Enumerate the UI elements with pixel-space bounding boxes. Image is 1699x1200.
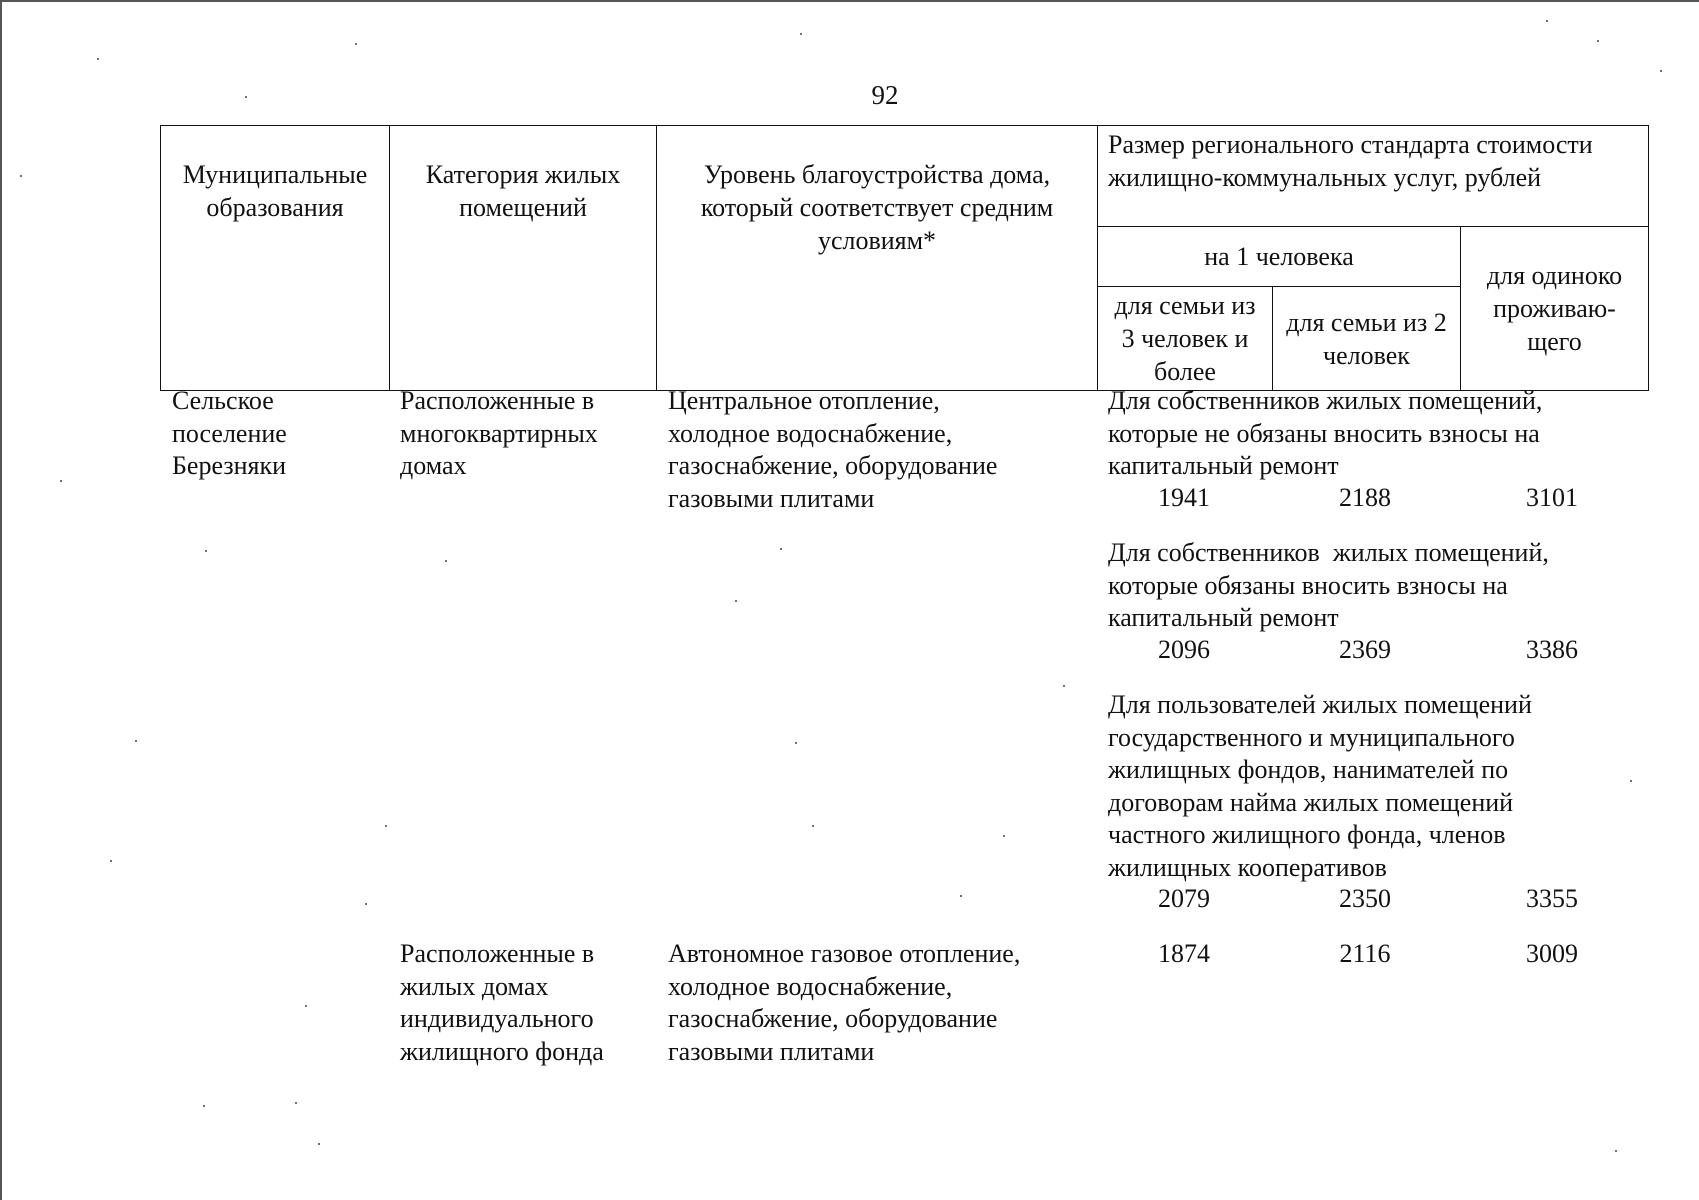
group-label-line: государственного и муниципального [1108,722,1515,752]
group-label-line: жилищных фондов, нанимателей по [1108,755,1509,784]
group-label [1108,385,1542,483]
scan-speck [355,43,357,45]
scan-speck [305,1005,307,1007]
scan-speck [800,33,802,35]
comfort-line: газовыми плитами [668,483,875,513]
comfort-line: Центральное отопление, [668,386,940,415]
scan-speck [365,903,367,905]
scan-speck [135,740,137,742]
header-municipal: Муниципальные образования [161,126,390,391]
header-family-2: для семьи из 2 человек [1273,287,1461,391]
category-cell [400,938,604,1068]
group-label-line: капитальный ремонт [1108,451,1339,480]
scan-edge-top [0,0,1699,2]
municipality-line: поселение [172,418,287,448]
header-category: Категория жилых помещений [390,126,657,391]
scan-speck [60,480,62,482]
category-line: жилых домах [400,971,549,1001]
scan-speck [960,895,962,897]
value-single: 3386 [1526,635,1578,664]
value-family-3: 2079 [1158,884,1210,913]
header-comfort-level: Уровень благоустройства дома, который соответствует средним условиям* [657,126,1098,391]
category-line: многоквартирных [400,418,598,448]
municipality-line: Березняки [172,451,287,480]
scan-speck [1630,780,1632,782]
group-label-line: Для собственников жилых помещений, [1108,538,1549,567]
scan-edge-left [0,0,2,1200]
scan-speck [735,600,737,602]
municipality-line: Сельское [172,386,274,415]
header-standard-size: Размер регионального стандарта стоимости жилищно-коммунальных услуг, рублей [1098,126,1649,227]
group-label-line: капитальный ремонт [1108,603,1339,632]
value-family-2: 2369 [1339,635,1391,664]
value-single: 3355 [1526,884,1578,913]
comfort-line: газоснабжение, оборудование [668,1004,998,1033]
municipality-cell [172,385,287,483]
category-line: жилищного фонда [400,1036,604,1066]
header-family-3: для семьи из 3 человек и более [1098,287,1273,391]
comfort-line: газоснабжение, оборудование [668,451,998,480]
category-line: домах [400,451,467,480]
group-label-line: Для пользователей жилых помещений [1108,690,1532,719]
group-label-line: которые не обязаны вносить взносы на [1108,418,1540,448]
scan-speck [1003,835,1005,837]
comfort-line: холодное водоснабжение, [668,971,953,1001]
header-per-person: на 1 человека [1098,227,1461,287]
comfort-cell [668,938,1020,1068]
comfort-cell [668,385,997,515]
group-label [1108,537,1549,635]
category-line: Расположенные в [400,386,595,415]
category-line: индивидуального [400,1004,594,1033]
scan-speck [1615,1150,1617,1152]
value-single: 3009 [1526,939,1578,968]
value-family-2: 2116 [1339,939,1391,968]
group-label-line: договорам найма жилых помещений [1108,787,1514,817]
header-single: для одиноко проживаю-щего [1461,227,1649,391]
scan-speck [1546,20,1548,22]
scan-speck [203,1105,205,1107]
group-label-line: которые обязаны вносить взносы на [1108,570,1508,600]
table-header [160,125,1649,391]
comfort-line: газовыми плитами [668,1036,875,1066]
value-family-3: 1941 [1158,483,1210,512]
value-family-2: 2350 [1339,884,1391,913]
scan-speck [445,560,447,562]
scan-speck [97,58,99,60]
group-label-line: жилищных кооперативов [1108,852,1387,882]
value-family-3: 2096 [1158,635,1210,664]
scan-speck [205,550,207,552]
scan-speck [795,742,797,744]
value-family-3: 1874 [1158,939,1210,968]
group-label-line: частного жилищного фонда, членов [1108,820,1506,849]
scan-speck [1063,685,1065,687]
category-line: Расположенные в [400,939,595,968]
scan-speck [1597,40,1599,42]
scan-speck [20,175,22,177]
page-number: 92 [871,80,899,110]
scan-speck [245,96,247,98]
scan-speck [1660,70,1662,72]
scan-speck [110,860,112,862]
scan-speck [780,548,782,550]
category-cell [400,385,598,483]
group-label [1108,689,1532,884]
scan-speck [812,825,814,827]
value-family-2: 2188 [1339,483,1391,512]
group-label-line: Для собственников жилых помещений, [1108,386,1543,415]
comfort-line: Автономное газовое отопление, [668,939,1021,968]
scan-speck [318,1143,320,1145]
scan-speck [385,825,387,827]
scan-speck [295,1102,297,1104]
value-single: 3101 [1526,483,1578,512]
comfort-line: холодное водоснабжение, [668,418,953,448]
